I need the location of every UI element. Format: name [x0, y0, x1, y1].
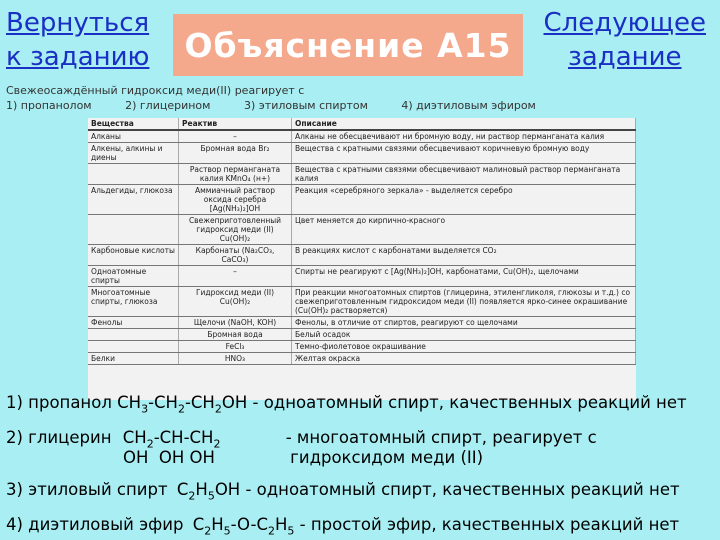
question-option: 3) этиловым спиртом: [243, 99, 368, 112]
next-link-line1: Следующее: [543, 8, 706, 38]
table-row: [88, 215, 636, 245]
question-option: 1) пропанолом: [6, 99, 92, 112]
table-cell: Алкены, алкины и диены: [88, 143, 179, 164]
table-cell: Раствор перманганата калия KMnO₄ (н+): [179, 164, 292, 185]
answer-label: 2) глицерин: [6, 428, 112, 447]
table-cell: Вещества с кратными связями обесцвечивают малиновый раствор перманганата калия: [292, 164, 636, 185]
answer-formula: $CH_2-CH-CH_2$: [122, 428, 221, 451]
table-cell: Алканы: [88, 130, 179, 143]
title-banner: [173, 14, 523, 76]
answer-formula: $C_2H_5-O-C_2H_5$: [192, 515, 295, 538]
answer-comment: гидроксидом меди (II): [290, 448, 484, 467]
table-header-cell: Реактив: [179, 118, 292, 130]
table-cell: Фенолы: [88, 317, 179, 329]
table-row: [88, 341, 636, 353]
table-cell: Одноатомные спирты: [88, 266, 179, 287]
table-cell: Щелочи (NaOH, KOH): [179, 317, 292, 329]
table-row: [88, 164, 636, 185]
table-cell: Аммиачный раствор оксида серебра [Ag(NH₃)₂]OH: [179, 185, 292, 215]
answer-label: 4) диэтиловый эфир: [6, 515, 184, 534]
table-row: [88, 329, 636, 341]
table-header-cell: Вещества: [88, 118, 179, 130]
table-row: [88, 266, 636, 287]
table-cell: FeCl₃: [179, 341, 292, 353]
table-cell: При реакции многоатомных спиртов (глицерина, этиленгликоля, глюкозы и т.д.) со свежеприготовленным гидроксидом меди (II) появляется ярко-синее окрашивание (Cu(OH)₂ растворяется): [292, 287, 636, 317]
page-title: Объяснение А15: [184, 25, 512, 65]
table-cell: Спирты не реагируют с [Ag(NH₃)₂]OH, карбонатами, Cu(OH)₂, щелочами: [292, 266, 636, 287]
back-link-line2: к заданию: [6, 42, 150, 72]
answer-comment: - простой эфир, качественных реакций нет: [294, 515, 680, 534]
table-cell: Бромная вода Br₂: [179, 143, 292, 164]
table-cell: Вещества с кратными связями обесцвечивают коричневую бромную воду: [292, 143, 636, 164]
table-row: [88, 287, 636, 317]
table-row: [88, 353, 636, 365]
table-cell: Карбонаты (Na₂CO₃, CaCO₃): [179, 245, 292, 266]
answer-formula: $CH_3-CH_2-CH_2OH$: [117, 393, 248, 416]
table-row: [88, 130, 636, 143]
back-link-line1: Вернуться: [6, 8, 150, 38]
table-cell: [88, 329, 179, 341]
table-cell: Многоатомные спирты, глюкоза: [88, 287, 179, 317]
reference-table: [88, 118, 636, 365]
table-cell: –: [179, 266, 292, 287]
table-cell: Темно-фиолетовое окрашивание: [292, 341, 636, 353]
table-cell: Карбоновые кислоты: [88, 245, 179, 266]
next-task-link[interactable]: [544, 6, 707, 74]
answer-3: [6, 480, 680, 503]
question-option: 2) глицерином: [125, 99, 211, 112]
answer-comment: - одноатомный спирт, качественных реакций нет: [247, 393, 687, 412]
table-cell: Гидроксид меди (II) Cu(OH)₂: [179, 287, 292, 317]
table-cell: Реакция «серебряного зеркала» - выделяется серебро: [292, 185, 636, 215]
table-header-cell: Описание: [292, 118, 636, 130]
answer-4: [6, 515, 680, 538]
table-cell: [88, 341, 179, 353]
table-cell: [88, 164, 179, 185]
reference-table-image: [88, 118, 636, 400]
answer-formula-groups: OH OH OH: [123, 448, 215, 467]
answer-comment: - одноатомный спирт, качественных реакций нет: [240, 480, 680, 499]
next-link-line2: задание: [567, 42, 682, 72]
table-cell: Желтая окраска: [292, 353, 636, 365]
table-row: [88, 185, 636, 215]
table-row: [88, 317, 636, 329]
table-cell: В реакциях кислот с карбонатами выделяется CO₂: [292, 245, 636, 266]
table-cell: Альдегиды, глюкоза: [88, 185, 179, 215]
answer-comment: - многоатомный спирт, реагирует с: [285, 428, 597, 447]
table-cell: Бромная вода: [179, 329, 292, 341]
question-option: 4) диэтиловым эфиром: [401, 99, 536, 112]
answer-formula: $C_2H_5OH$: [176, 480, 241, 503]
table-cell: Цвет меняется до кирпично-красного: [292, 215, 636, 245]
table-cell: –: [179, 130, 292, 143]
answer-label: 3) этиловый спирт: [6, 480, 168, 499]
question-text: Свежеосаждённый гидроксид меди(II) реагирует с: [6, 84, 305, 97]
table-cell: Фенолы, в отличие от спиртов, реагируют со щелочами: [292, 317, 636, 329]
table-cell: Алканы не обесцвечивают ни бромную воду, ни раствор перманганата калия: [292, 130, 636, 143]
answer-2: [6, 428, 597, 468]
table-cell: Свежеприготовленный гидроксид меди (II) Cu(OH)₂: [179, 215, 292, 245]
table-row: [88, 143, 636, 164]
back-to-task-link[interactable]: [6, 6, 149, 74]
table-cell: HNO₃: [179, 353, 292, 365]
table-header-row: [88, 118, 636, 130]
answer-1: [6, 393, 687, 416]
table-cell: Белки: [88, 353, 179, 365]
question-options: [6, 99, 566, 112]
table-row: [88, 245, 636, 266]
answer-label: 1) пропанол: [6, 393, 112, 412]
table-cell: [88, 215, 179, 245]
table-cell: Белый осадок: [292, 329, 636, 341]
